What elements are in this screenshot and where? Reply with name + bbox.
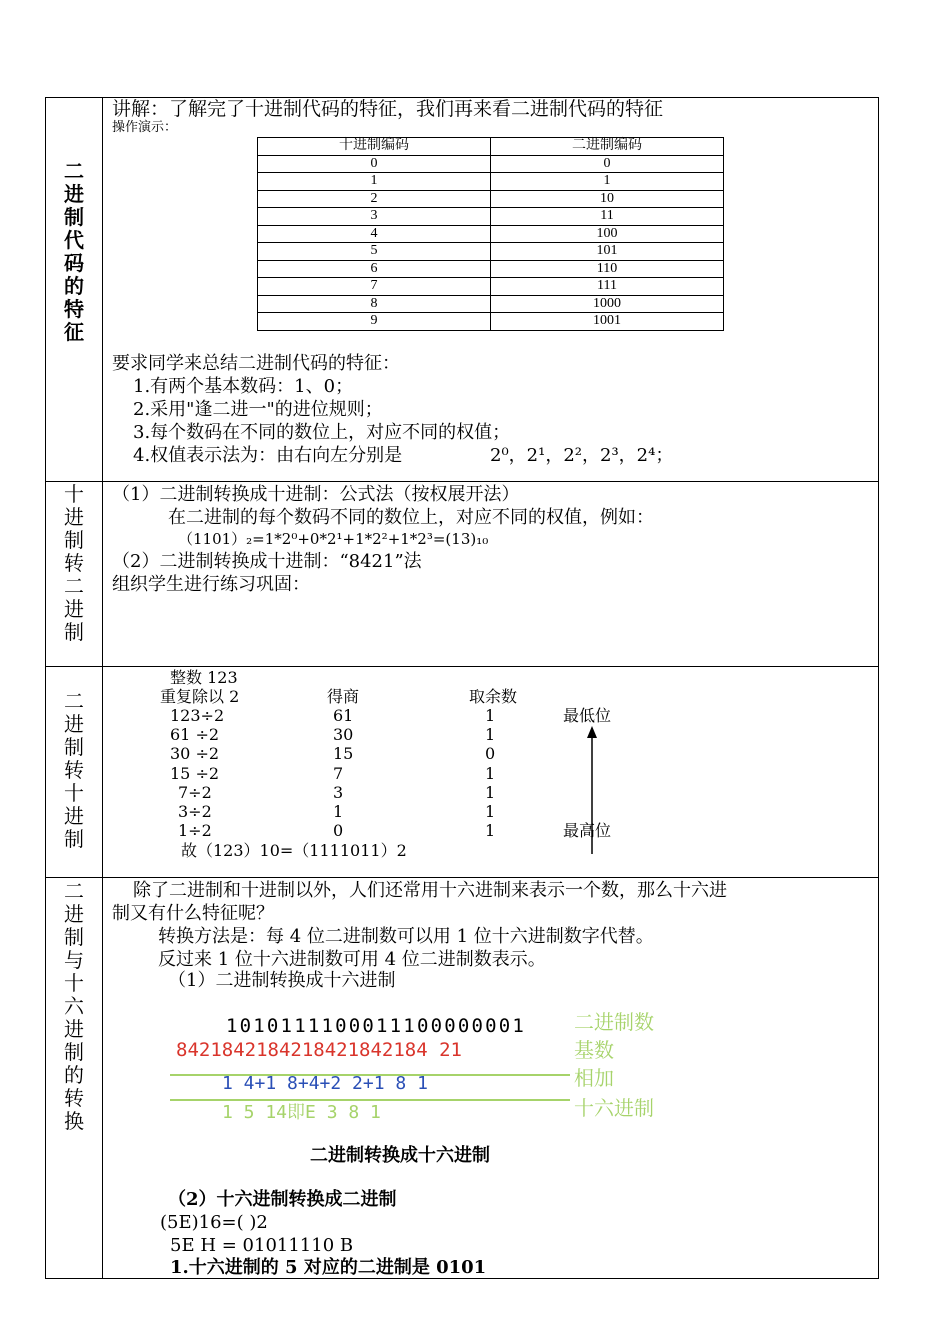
section-label-binary-features xyxy=(46,160,102,344)
s3-header-remainder: 取余数 xyxy=(469,687,518,706)
decimal-cell: 2 xyxy=(258,190,491,208)
section-label-dec-to-bin xyxy=(46,483,102,644)
decimal-cell: 8 xyxy=(258,295,491,313)
side-char: 转 xyxy=(64,1086,84,1110)
s2-formula: （1101）₂=1*2⁰+0*2¹+1*2²+1*2³=(13)₁₀ xyxy=(178,530,489,548)
section-label-bin-hex xyxy=(46,880,102,1133)
figure-sums: 1 4+1 8+4+2 2+1 8 1 xyxy=(222,1073,428,1094)
quotient: 61 xyxy=(333,706,354,725)
side-char: 二 xyxy=(64,159,84,183)
table-row xyxy=(258,295,724,313)
s4-para-7: 5E H = 01011110 B xyxy=(170,1235,354,1256)
side-char: 制 xyxy=(64,205,84,229)
table-row xyxy=(258,278,724,296)
s2-line-1: （1）二进制转换成十进制：公式法（按权展开法） xyxy=(112,484,520,505)
side-char: 制 xyxy=(64,735,84,759)
figure-label-binary: 二进制数 xyxy=(574,1010,654,1034)
s3-title: 整数 123 xyxy=(170,668,238,687)
remainder: 1 xyxy=(485,763,496,783)
s4-para-1a: 除了二进制和十进制以外，人们还常用十六进制来表示一个数，那么十六进 xyxy=(133,880,727,901)
side-char: 的 xyxy=(64,274,84,298)
remainder: 1 xyxy=(485,725,496,745)
figure-hex-digits: 1 5 14即E 3 8 1 xyxy=(222,1102,381,1123)
s4-para-3: 反过来 1 位十六进制数可用 4 位二进制数表示。 xyxy=(158,949,546,970)
figure-label-hex: 十六进制 xyxy=(574,1096,654,1120)
division-expr: 3÷2 xyxy=(178,802,212,821)
side-char: 进 xyxy=(64,804,84,828)
division-expr: 7÷2 xyxy=(178,782,212,802)
s4-para-1b: 制又有什么特征呢？ xyxy=(112,903,274,924)
side-char: 与 xyxy=(64,948,84,972)
side-char: 制 xyxy=(64,528,84,552)
side-char: 征 xyxy=(64,320,84,344)
side-char: 六 xyxy=(64,994,84,1018)
decimal-cell: 3 xyxy=(258,208,491,226)
binary-cell: 111 xyxy=(491,278,724,296)
s1-point-2: 2.采用"逢二进一"的进位规则； xyxy=(133,399,383,420)
s3-header-divide: 重复除以 2 xyxy=(160,687,240,706)
s1-summary: 要求同学来总结二进制代码的特征： xyxy=(112,353,400,374)
table-row xyxy=(258,243,724,261)
s1-point-1: 1.有两个基本数码：1、0； xyxy=(133,376,354,397)
s4-para-4: （1）二进制转换成十六进制 xyxy=(168,970,396,991)
side-char: 转 xyxy=(64,551,84,575)
quotient: 3 xyxy=(333,782,344,802)
side-char: 进 xyxy=(64,597,84,621)
figure-label-base: 基数 xyxy=(574,1038,614,1062)
table-row xyxy=(258,208,724,226)
quotient: 7 xyxy=(333,763,344,783)
side-char: 十 xyxy=(64,482,84,506)
binary-cell: 1000 xyxy=(491,295,724,313)
side-char: 制 xyxy=(64,827,84,851)
table-row xyxy=(258,260,724,278)
side-char: 码 xyxy=(64,251,84,275)
decimal-cell: 0 xyxy=(258,155,491,173)
side-char: 二 xyxy=(64,689,84,713)
side-char: 进 xyxy=(64,505,84,529)
s1-intro: 讲解：了解完了十进制代码的特征，我们再来看二进制代码的特征 xyxy=(112,98,664,120)
side-char: 进 xyxy=(64,1017,84,1041)
up-arrow-icon xyxy=(584,726,600,856)
quotient: 15 xyxy=(333,744,354,764)
table-row xyxy=(258,225,724,243)
binary-cell: 110 xyxy=(491,260,724,278)
lowest-bit-label: 最低位 xyxy=(563,706,612,725)
side-char: 十 xyxy=(64,781,84,805)
s3-result: 故（123）10=（1111011）2 xyxy=(181,841,407,860)
side-char: 换 xyxy=(64,1109,84,1133)
division-expr: 1÷2 xyxy=(178,821,212,841)
binary-cell: 11 xyxy=(491,208,724,226)
side-char: 二 xyxy=(64,574,84,598)
binary-cell: 1 xyxy=(491,173,724,191)
remainder: 1 xyxy=(485,802,496,821)
s1-point-3: 3.每个数码在不同的数位上，对应不同的权值； xyxy=(133,422,511,443)
remainder: 1 xyxy=(485,706,496,725)
table-row xyxy=(258,190,724,208)
decimal-cell: 6 xyxy=(258,260,491,278)
side-char: 特 xyxy=(64,297,84,321)
row-divider-2 xyxy=(45,666,879,667)
side-char: 的 xyxy=(64,1063,84,1087)
decimal-cell: 9 xyxy=(258,313,491,331)
side-char: 转 xyxy=(64,758,84,782)
side-char: 制 xyxy=(64,1040,84,1064)
s3-header-quotient: 得商 xyxy=(327,687,360,706)
figure-weights: 8421842184218421842184 21 xyxy=(176,1039,462,1061)
side-char: 制 xyxy=(64,620,84,644)
side-char: 代 xyxy=(64,228,84,252)
s4-para-5: （2）十六进制转换成二进制 xyxy=(168,1189,397,1210)
division-expr: 123÷2 xyxy=(170,706,225,725)
remainder: 1 xyxy=(485,782,496,802)
s1-powers: 2⁰，2¹，2²，2³，2⁴； xyxy=(490,445,674,466)
remainder: 1 xyxy=(485,821,496,841)
s1-demo-label: 操作演示： xyxy=(112,120,178,135)
header-decimal: 十进制编码 xyxy=(258,138,491,156)
s4-para-8: 1.十六进制的 5 对应的二进制是 0101 xyxy=(170,1257,487,1278)
binary-cell: 0 xyxy=(491,155,724,173)
table-row xyxy=(258,313,724,331)
figure-label-sum: 相加 xyxy=(574,1066,614,1090)
s2-line-2: 在二进制的每个数码不同的数位上，对应不同的权值，例如： xyxy=(168,507,654,528)
binary-cell: 101 xyxy=(491,243,724,261)
binary-cell: 100 xyxy=(491,225,724,243)
side-char: 十 xyxy=(64,971,84,995)
division-expr: 30 ÷2 xyxy=(170,744,220,764)
bin-to-hex-figure xyxy=(160,1005,660,1175)
column-divider xyxy=(102,97,103,1279)
side-char: 进 xyxy=(64,712,84,736)
division-expr: 61 ÷2 xyxy=(170,725,220,745)
remainder: 0 xyxy=(485,744,496,764)
s4-para-6: (5E)16=( )2 xyxy=(160,1212,268,1233)
side-char: 进 xyxy=(64,182,84,206)
highest-bit-label: 最高位 xyxy=(563,821,612,840)
decimal-cell: 1 xyxy=(258,173,491,191)
quotient: 0 xyxy=(333,821,344,841)
code-table-header xyxy=(258,138,724,156)
decimal-cell: 7 xyxy=(258,278,491,296)
figure-caption: 二进制转换成十六进制 xyxy=(310,1145,490,1166)
decimal-cell: 5 xyxy=(258,243,491,261)
figure-binary-digits: 1010111100011100000001 xyxy=(226,1015,527,1037)
s2-line-4: 组织学生进行练习巩固： xyxy=(112,574,310,595)
row-divider-3 xyxy=(45,877,879,878)
row-divider-1 xyxy=(45,481,879,482)
header-binary: 二进制编码 xyxy=(491,138,724,156)
division-expr: 15 ÷2 xyxy=(170,763,220,783)
binary-cell: 10 xyxy=(491,190,724,208)
side-char: 进 xyxy=(64,902,84,926)
s1-point-4: 4.权值表示法为：由右向左分别是 xyxy=(133,445,403,466)
s2-line-3: （2）二进制转换成十进制：“8421”法 xyxy=(112,551,422,572)
binary-cell: 1001 xyxy=(491,313,724,331)
table-row xyxy=(258,173,724,191)
section-label-bin-to-dec xyxy=(46,690,102,851)
code-table xyxy=(257,137,724,331)
s4-para-2: 转换方法是：每 4 位二进制数可以用 1 位十六进制数字代替。 xyxy=(158,926,654,947)
side-char: 二 xyxy=(64,879,84,903)
quotient: 1 xyxy=(333,802,344,821)
decimal-cell: 4 xyxy=(258,225,491,243)
quotient: 30 xyxy=(333,725,354,745)
side-char: 制 xyxy=(64,925,84,949)
table-row xyxy=(258,155,724,173)
